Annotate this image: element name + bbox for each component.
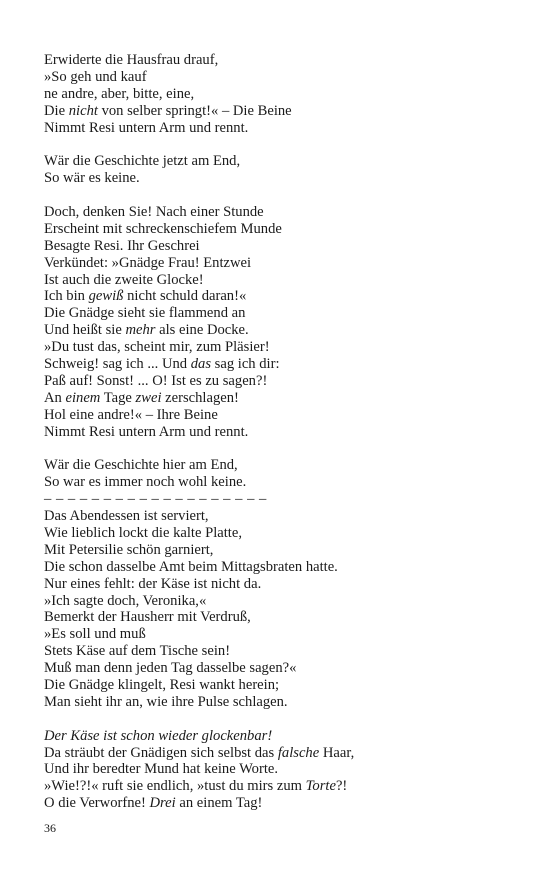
line-text: ?! [335,778,348,795]
stanza-gap [44,136,524,153]
line-text: Bemerkt der Hausherr mit Verdruß, [44,609,251,626]
poem-text [44,52,524,812]
page-number: 36 [44,821,56,835]
emphasized-text: falsche [277,744,320,761]
stanza-gap [44,711,524,728]
poem-line [44,103,524,120]
line-text: von selber springt!« – Die Beine [97,102,292,119]
line-text: Ich bin [44,288,89,305]
poem-line [44,407,524,424]
line-text: Da sträubt der Gnädigen sich selbst das [44,744,278,761]
line-text: Tage [100,389,136,406]
line-text: Schweig! sag ich ... Und [44,356,191,373]
poem-line [44,795,524,812]
poem-line [44,508,524,525]
line-text: Muß man denn jeden Tag dasselbe sagen?« [44,660,297,677]
line-text: Erscheint mit schreckenschiefem Munde [44,220,282,237]
poem-line [44,761,524,778]
poem-line [44,609,524,626]
poem-line [44,728,524,745]
line-text: So war es immer noch wohl keine. [44,474,247,491]
poem-line [44,272,524,289]
poem-line [44,356,524,373]
poem-line [44,576,524,593]
emphasized-text: zwei [135,389,162,406]
poem-line [44,626,524,643]
line-text: Doch, denken Sie! Nach einer Stunde [44,204,264,221]
line-text: Wie lieblich lockt die kalte Platte, [44,524,242,541]
emphasized-text: Drei [149,795,176,812]
line-text: Die schon dasselbe Amt beim Mittagsbraten hatte. [44,558,338,575]
emphasized-text: nicht [68,102,98,119]
poem-line [44,238,524,255]
line-text: Die Gnädge sieht sie flammend an [44,305,246,322]
poem-line [44,778,524,795]
line-text: Stets Käse auf dem Tische sein! [44,643,231,660]
line-text: nicht schuld daran!« [123,288,247,305]
line-text: – – – – – – – – – – – – – – – – – – – [44,491,267,508]
poem-line [44,339,524,356]
poem-line [44,86,524,103]
poem-line [44,745,524,762]
poem-line [44,170,524,187]
poem-line [44,120,524,137]
line-text: Besagte Resi. Ihr Geschrei [44,237,200,254]
emphasized-text: einem [65,389,101,406]
poem-line [44,474,524,491]
line-text: Nimmt Resi untern Arm und rennt. [44,119,249,136]
poem-line [44,204,524,221]
line-text: Nur eines fehlt: der Käse ist nicht da. [44,575,262,592]
emphasized-text: Torte [305,778,336,795]
poem-line [44,542,524,559]
poem-line [44,288,524,305]
line-text: Nimmt Resi untern Arm und rennt. [44,423,249,440]
line-text: Man sieht ihr an, wie ihre Pulse schlagen. [44,693,288,710]
line-text: Und heißt sie [44,322,126,339]
emphasized-text: gewiß [88,288,124,305]
line-text: zerschlagen! [161,389,239,406]
line-text: Mit Petersilie schön garniert, [44,541,214,558]
line-text: Haar, [319,744,355,761]
line-text: Verkündet: »Gnädge Frau! Entzwei [44,254,252,271]
poem-line [44,69,524,86]
stanza-gap [44,440,524,457]
poem-line [44,373,524,390]
line-text: als eine Docke. [155,322,249,339]
line-text: Ist auch die zweite Glocke! [44,271,204,288]
line-text: Das Abendessen ist serviert, [44,508,209,525]
line-text: So wär es keine. [44,170,140,187]
poem-line [44,255,524,272]
line-text: »Ich sagte doch, Veronika,« [44,592,207,609]
poem-line [44,457,524,474]
poem-line [44,694,524,711]
poem-line [44,660,524,677]
poem-line [44,153,524,170]
stanza-gap [44,187,524,204]
poem-line [44,677,524,694]
line-text: Und ihr beredter Mund hat keine Worte. [44,761,279,778]
line-text: Paß auf! Sonst! ... O! Ist es zu sagen?! [44,372,268,389]
line-text: sag ich dir: [211,356,280,373]
emphasized-text: mehr [125,322,156,339]
poem-line [44,593,524,610]
line-text: »Es soll und muß [44,626,146,643]
line-text: »Wie!?!« ruft sie endlich, »tust du mirs zum [44,778,306,795]
emphasized-text: das [190,356,212,373]
poem-line [44,221,524,238]
line-text: Die Gnädge klingelt, Resi wankt herein; [44,676,280,693]
poem-line [44,559,524,576]
poem-line [44,322,524,339]
poem-line [44,643,524,660]
poem-line [44,390,524,407]
poem-line [44,305,524,322]
line-text: Hol eine andre!« – Ihre Beine [44,406,218,423]
line-text: An [44,389,66,406]
line-text: »So geh und kauf [44,68,147,85]
line-text: »Du tust das, scheint mir, zum Pläsier! [44,339,270,356]
line-text: Erwiderte die Hausfrau drauf, [44,52,219,68]
emphasized-text: Der Käse ist schon wieder glockenbar! [44,727,273,744]
line-text: Die [44,102,69,119]
poem-line [44,52,524,69]
line-text: an einem Tag! [175,795,263,812]
poem-line [44,424,524,441]
line-text: Wär die Geschichte jetzt am End, [44,153,241,170]
line-text: O die Verworfne! [44,795,150,812]
poem-line [44,491,524,508]
poem-line [44,525,524,542]
line-text: ne andre, aber, bitte, eine, [44,85,195,102]
line-text: Wär die Geschichte hier am End, [44,457,238,474]
